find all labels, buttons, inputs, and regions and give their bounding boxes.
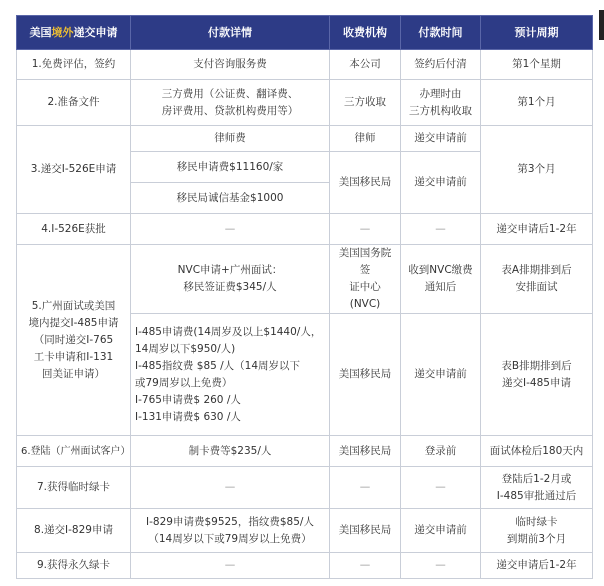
- cell-step: 1.免费评估，签约: [17, 50, 131, 80]
- cell-time: —: [401, 214, 481, 245]
- cell-agency: 美国移民局: [330, 509, 401, 553]
- cell-time: 签约后付清: [401, 50, 481, 80]
- cell-agency: 本公司: [330, 50, 401, 80]
- cell-agency: 美国移民局: [330, 152, 401, 214]
- cell-detail: —: [131, 553, 330, 579]
- cell-time: —: [401, 467, 481, 509]
- cell-time: —: [401, 553, 481, 579]
- table-row: [17, 80, 593, 126]
- cell-agency: —: [330, 553, 401, 579]
- header-time: 付款时间: [401, 16, 481, 50]
- cell-detail: —: [131, 467, 330, 509]
- cell-step: 3.递交I-526E申请: [17, 126, 131, 214]
- cell-time: 递交申请前: [401, 126, 481, 152]
- header-highlight: 境外: [51, 26, 74, 39]
- cell-cycle: 表B排期排到后 递交I-485申请: [481, 314, 593, 436]
- cell-cycle: 第1个月: [481, 80, 593, 126]
- table-row: [17, 509, 593, 553]
- cell-agency: 三方收取: [330, 80, 401, 126]
- header-detail: 付款详情: [131, 16, 330, 50]
- table-row: [17, 436, 593, 467]
- cell-detail: 制卡费等$235/人: [131, 436, 330, 467]
- cell-cycle: 递交申请后1-2年: [481, 553, 593, 579]
- header-agency: 收费机构: [330, 16, 401, 50]
- cell-time: 收到NVC缴费 通知后: [401, 245, 481, 314]
- cell-detail: NVC申请+广州面试： 移民签证费$345/人: [131, 245, 330, 314]
- header-step: 美国境外递交申请: [17, 16, 131, 50]
- cell-agency: —: [330, 214, 401, 245]
- cell-cycle: 第3个月: [481, 126, 593, 214]
- cell-agency: 美国移民局: [330, 436, 401, 467]
- cell-time: 登录前: [401, 436, 481, 467]
- cell-agency: 美国国务院签 证中心(NVC): [330, 245, 401, 314]
- cell-time: 递交申请前: [401, 509, 481, 553]
- cell-step: 2.准备文件: [17, 80, 131, 126]
- table-row: [17, 50, 593, 80]
- cell-detail: I-485申请费(14周岁及以上$1440/人， 14周岁以下$950/人) I-485指纹费 $85 /人（14周岁以下 或79周岁以上免费） I-765申请费$ 260 /人 I-131申请费$ 630 /人: [131, 314, 330, 436]
- table-row: [17, 214, 593, 245]
- cell-detail: 律师费: [131, 126, 330, 152]
- cell-step: 7.获得临时绿卡: [17, 467, 131, 509]
- cell-time: 递交申请前: [401, 152, 481, 214]
- cell-detail: 支付咨询服务费: [131, 50, 330, 80]
- cell-step: 8.递交I-829申请: [17, 509, 131, 553]
- table-row: [17, 553, 593, 579]
- cell-cycle: 表A排期排到后 安排面试: [481, 245, 593, 314]
- cell-time: 递交申请前: [401, 314, 481, 436]
- cell-detail: —: [131, 214, 330, 245]
- page-edge-mark: [599, 10, 604, 40]
- cell-agency: 律师: [330, 126, 401, 152]
- cell-detail: I-829申请费$9525，指纹费$85/人 （14周岁以下或79周岁以上免费）: [131, 509, 330, 553]
- cell-agency: 美国移民局: [330, 314, 401, 436]
- fee-schedule-table: [16, 15, 593, 579]
- header-row: [17, 16, 593, 50]
- cell-cycle: 登陆后1-2月或 I-485审批通过后: [481, 467, 593, 509]
- cell-cycle: 面试体检后180天内: [481, 436, 593, 467]
- table-row: [17, 467, 593, 509]
- cell-detail: 移民局诚信基金$1000: [131, 183, 330, 214]
- table-row: [17, 245, 593, 314]
- cell-step: 4.I-526E获批: [17, 214, 131, 245]
- cell-cycle: 递交申请后1-2年: [481, 214, 593, 245]
- cell-cycle: 临时绿卡 到期前3个月: [481, 509, 593, 553]
- cell-step: 9.获得永久绿卡: [17, 553, 131, 579]
- cell-step: 5.广州面试或美国 境内提交I-485申请 （同时递交I-765 工卡申请和I-131 回美证申请）: [17, 245, 131, 436]
- cell-time: 办理时由 三方机构收取: [401, 80, 481, 126]
- cell-detail: 移民申请费$11160/家: [131, 152, 330, 183]
- cell-agency: —: [330, 467, 401, 509]
- cell-step: 6.登陆（广州面试客户）: [17, 436, 131, 467]
- header-cycle: 预计周期: [481, 16, 593, 50]
- cell-cycle: 第1个星期: [481, 50, 593, 80]
- table-row: [17, 126, 593, 152]
- cell-detail: 三方费用（公证费、翻译费、 房评费用、贷款机构费用等）: [131, 80, 330, 126]
